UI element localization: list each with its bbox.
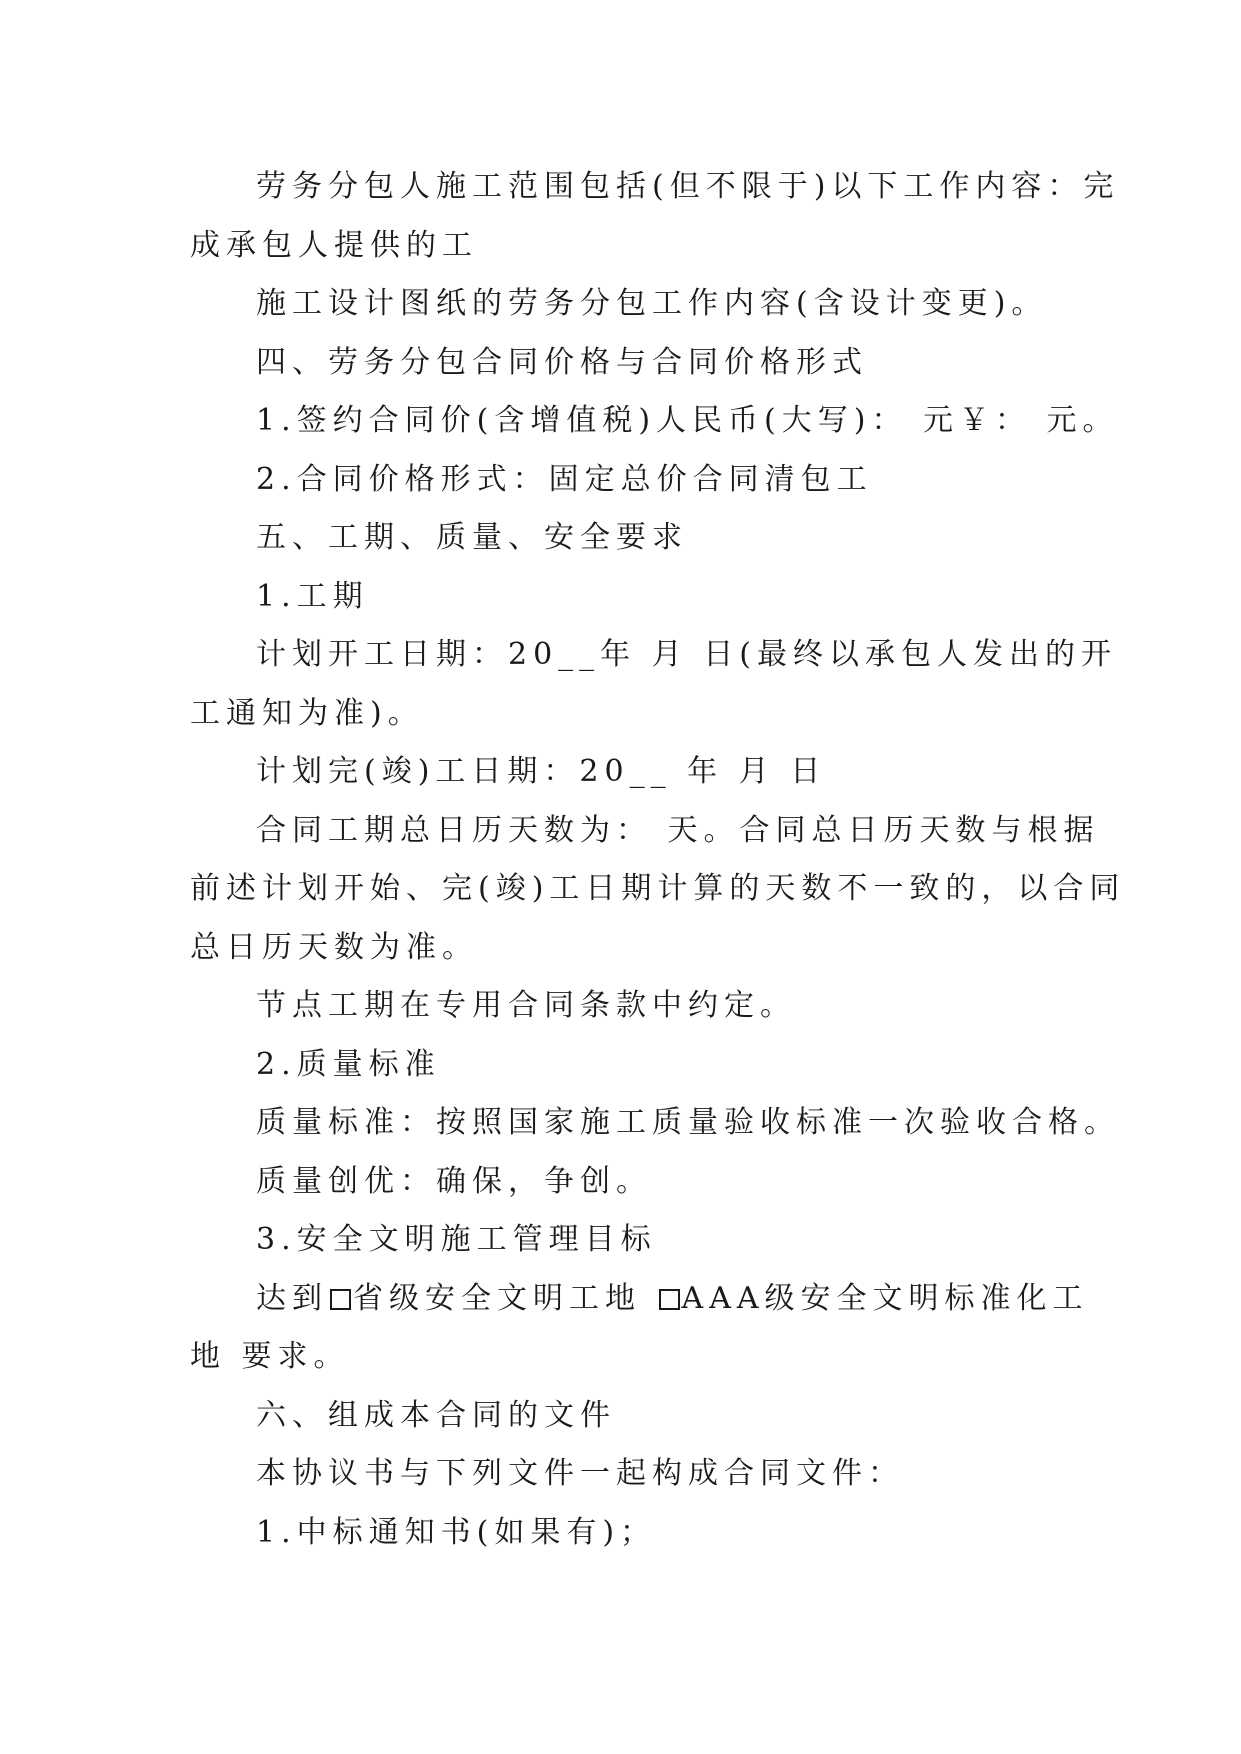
scope-design-paragraph: 施工设计图纸的劳务分包工作内容(含设计变更)。 xyxy=(256,286,1048,321)
price-form-item: 2.合同价格形式：固定总价合同清包工 xyxy=(256,461,873,497)
safety-prefix: 达到 xyxy=(256,1280,328,1316)
schedule-item: 1.工期 xyxy=(256,578,369,614)
provincial-checkbox[interactable] xyxy=(330,1289,351,1310)
section-5-heading: 五、工期、质量、安全要求 xyxy=(256,520,688,555)
safety-target-line1 xyxy=(190,1270,1090,1329)
document-page xyxy=(190,158,1126,1562)
safety-option-aaa: AAA级安全文明标准化工 xyxy=(681,1280,1089,1316)
scope-paragraph-line1: 劳务分包人施工范围包括(但不限于)以下工作内容：完 xyxy=(256,169,1120,204)
documents-intro: 本协议书与下列文件一起构成合同文件： xyxy=(256,1456,904,1491)
milestone-paragraph: 节点工期在专用合同条款中约定。 xyxy=(256,988,796,1023)
safety-target-line2: 地 要求。 xyxy=(190,1339,350,1374)
planned-finish: 计划完(竣)工日期：20__ 年 月 日 xyxy=(256,754,827,789)
total-days-line2: 前述计划开始、完(竣)工日期计算的天数不一致的，以合同 xyxy=(190,871,1126,906)
safety-option-provincial: 省级安全文明工地 xyxy=(353,1280,657,1316)
total-days-line3: 总日历天数为准。 xyxy=(190,929,478,965)
quality-excellence: 质量创优：确保，争创。 xyxy=(256,1163,652,1199)
aaa-checkbox[interactable] xyxy=(659,1289,680,1310)
contract-price-item: 1.签约合同价(含增值税)人民币(大写)： 元￥： 元。 xyxy=(256,403,1119,438)
planned-start-line1: 计划开工日期：20__年 月 日(最终以承包人发出的开 xyxy=(256,637,1117,672)
planned-start-line2: 工通知为准)。 xyxy=(190,695,424,731)
documents-item-1: 1.中标通知书(如果有)； xyxy=(256,1514,657,1550)
total-days-line1: 合同工期总日历天数为： 天。合同总日历天数与根据 xyxy=(256,812,1100,848)
section-6-heading: 六、组成本合同的文件 xyxy=(256,1397,616,1433)
scope-paragraph-line2: 成承包人提供的工 xyxy=(190,227,478,263)
section-4-heading: 四、劳务分包合同价格与合同价格形式 xyxy=(256,344,868,380)
quality-item: 2.质量标准 xyxy=(256,1046,441,1082)
quality-standard: 质量标准：按照国家施工质量验收标准一次验收合格。 xyxy=(256,1105,1120,1140)
safety-item: 3.安全文明施工管理目标 xyxy=(256,1222,657,1257)
